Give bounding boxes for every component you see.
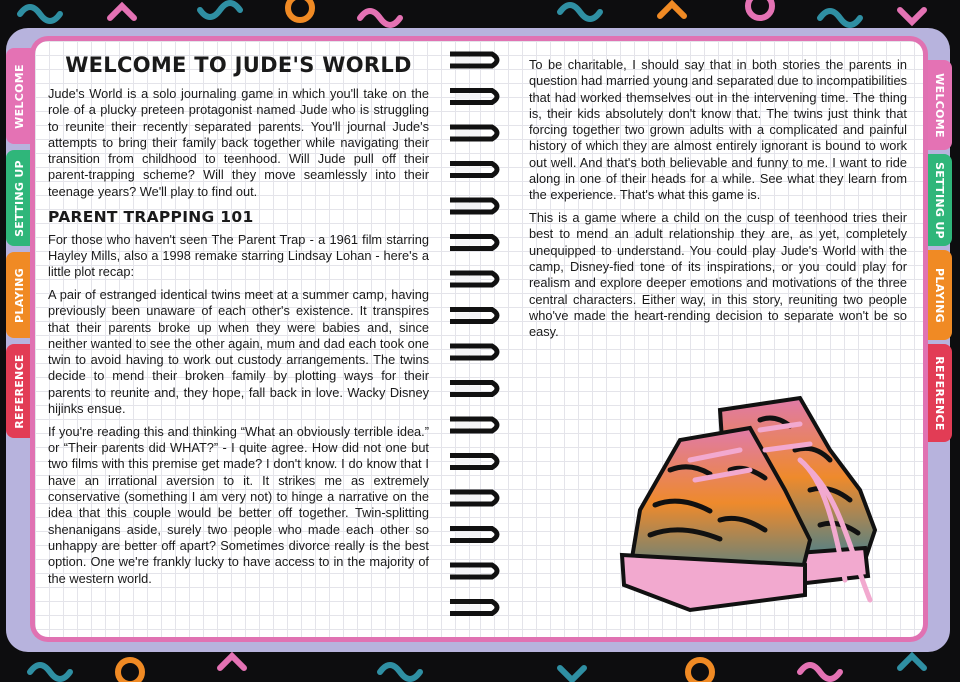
page-title: WELCOME TO JUDE'S WORLD [65,53,412,77]
tab-label: REFERENCE [12,353,26,429]
binding-ring [450,529,497,541]
tab-label: PLAYING [12,267,26,323]
tab-welcome[interactable] [6,48,32,144]
tab-label: WELCOME [12,63,26,129]
paragraph: To be charitable, I should say that in both stories the parents in question had married young and separated due to incompatibilities that had worked themselves out in the intervening time. The thing is, their kids absolutely don't know that. The twins just think that forcing together two grown adults with a complicated and painful history of which they are almost entirely ignorant is bound to work out well. And that's both believable and funny to me. I want to ride along in one of their heads for a while. See what they learn from the experience. That's what this game is. [529,57,907,203]
right-page-content [529,57,907,347]
tab-label: SETTING UP [12,159,26,237]
tab-setting-up[interactable] [926,154,952,246]
tab-setting-up[interactable] [6,150,32,246]
paragraph: If you're reading this and thinking “What an obviously terrible idea.” or “Their parents did WHAT?” - I quite agree. How did not one but two films with this premise get made? I don't know. I do know that I have an irrational aversion to it. It strikes me as extremely conservative (something I am very not) to hinge a narrative on the idea that this couple would be better off together. Twin-splitting shenanigans aside, surely two people who made each other so unhappy are better off apart? Sometimes divorce really is the best option. One we're frankly lucky to have access to in the majority of the western world. [48,423,429,586]
binding-ring [450,54,497,66]
binding-ring [450,602,497,614]
tab-reference[interactable] [926,344,952,442]
binding-ring [450,164,497,176]
tab-label: SETTING UP [932,161,946,239]
binding-ring [450,310,497,322]
intro-paragraph: Jude's World is a solo journaling game in which you'll take on the role of a plucky preteen protagonist named Jude who is struggling to reunite their recently separated parents. You'll journal Jude's attempts to bring their family back together while navigating their transition from childhood to teenhood. Will Jude pull off their parent-trapping scheme? Will they move seamlessly into their teenage years? We'll play to find out. [48,86,429,199]
paragraph: This is a game where a child on the cusp of teenhood tries their best to mend an adult relationship they are, as yet, completely unequipped to understand. You could play Jude's World with the camp, Disney-fied tone of its inspirations, or you could play for realism and explore deeper emotions and motivations of the three central characters. Either way, in this story, reuniting two people who've made the heart-rending decision to separate won't be so easy. [529,210,907,340]
binding-ring [450,237,497,249]
binding-ring [450,127,497,139]
paragraph: For those who haven't seen The Parent Trap - a 1961 film starring Hayley Mills, also a 1998 remake starring Lindsay Lohan - here's a little plot recap: [48,231,429,280]
spiral-binding [448,40,508,640]
tab-label: WELCOME [932,72,946,138]
binding-ring [450,346,497,358]
tab-reference[interactable] [6,344,32,438]
binding-ring [450,419,497,431]
paragraph: A pair of estranged identical twins meet at a summer camp, having previously been unaware of each other's existence. It transpires that their parents broke up when they were babies and, since neither wanted to see the other again, mum and dad each took one twin to avoid having to work out custody arrangements. The twins decide to mend their broken family by plotting ways for their parents to reunite and, they hope, fall back in love. Wacky Disney hijinks ensue. [48,286,429,417]
binding-ring [450,383,497,395]
left-page-content [48,52,429,593]
tab-playing[interactable] [6,252,32,338]
binding-ring [450,273,497,285]
tab-label: REFERENCE [932,355,946,431]
binding-ring [450,91,497,103]
tab-label: PLAYING [932,267,946,323]
tiger-stripe-sneakers-icon [610,380,910,620]
binding-ring [450,492,497,504]
tab-welcome[interactable] [926,60,952,150]
section-heading: PARENT TRAPPING 101 [48,207,254,226]
tab-playing[interactable] [926,250,952,340]
binding-ring [450,456,497,468]
binding-ring [450,565,497,577]
binding-ring [450,200,497,212]
